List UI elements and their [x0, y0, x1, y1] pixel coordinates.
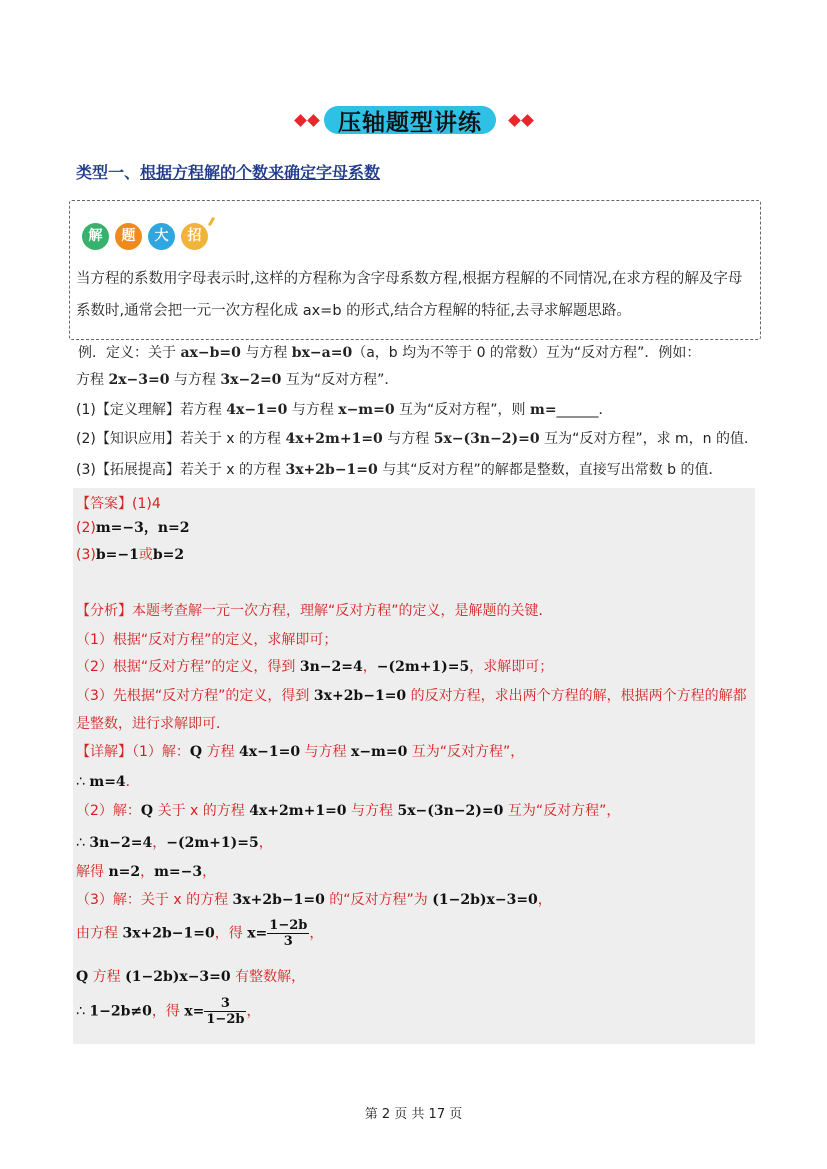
text: 的“反对方程”为	[324, 892, 433, 908]
text: 与方程	[346, 803, 398, 819]
equation: 2x−3=0	[108, 372, 170, 388]
text: 或	[138, 547, 153, 563]
equation: 3x−2=0	[220, 372, 282, 388]
page-footer: 第 2 页 共 17 页	[364, 1107, 463, 1122]
text: （3）先根据“反对方程”的定义，得到	[76, 688, 314, 704]
badge-icon: 招	[181, 223, 208, 250]
equation: x−m=0	[338, 402, 395, 418]
therefore-symbol: ∴	[76, 835, 85, 851]
text: (3)	[76, 547, 96, 563]
question-2	[76, 429, 758, 449]
analysis-1: （1）根据“反对方程”的定义，求解即可；	[76, 632, 338, 648]
fraction	[267, 918, 309, 949]
tip-box	[69, 200, 761, 340]
detail-3	[76, 890, 552, 910]
tip-text	[76, 263, 756, 327]
equation: (1−2b)x−3=0	[432, 892, 538, 908]
equation: b=−1	[95, 547, 139, 563]
because-symbol: Q	[76, 969, 89, 985]
denominator: 3	[283, 934, 293, 949]
equation: 3x+2b−1=0	[122, 925, 215, 942]
detail-1	[76, 742, 524, 762]
detail-3-integer	[76, 967, 305, 987]
equation: x=	[184, 1003, 205, 1020]
text: 与方程	[240, 345, 292, 361]
heading-prefix: 类型一、	[76, 163, 141, 182]
text: 互为“反对方程”，求 m，n 的值．	[539, 431, 759, 447]
diamond-icon	[508, 114, 521, 127]
answer-tag: 【答案】	[76, 496, 132, 512]
equation: m=4	[89, 774, 126, 790]
detail-3-result	[76, 996, 260, 1027]
therefore-symbol: ∴	[76, 1003, 85, 1020]
text: 方程	[88, 969, 126, 985]
text: ，	[140, 864, 155, 880]
equation: x−m=0	[350, 744, 408, 760]
equation: 3x+2b−1=0	[232, 892, 325, 908]
equation: 4x+2m+1=0	[249, 803, 347, 819]
equation: 3n−2=4	[89, 835, 153, 851]
example-line-2	[76, 370, 398, 390]
answer-3	[76, 545, 184, 565]
text: ，求解即可；	[469, 659, 554, 675]
tip-line: 系数时,通常会把一元一次方程化成 ax=b 的形式,结合方程解的特征,去寻求解题思路。	[76, 303, 631, 319]
text: ，	[152, 835, 167, 851]
text: (1)4	[132, 496, 161, 512]
text: 与方程	[382, 431, 434, 447]
text: (2)	[76, 520, 96, 536]
analysis-intro: 【分析】本题考查解一元一次方程，理解“反对方程”的定义，是解题的关键．	[76, 603, 553, 619]
badge-icon: 题	[115, 223, 142, 250]
text: ，得	[214, 925, 248, 942]
text: 由方程	[76, 925, 123, 942]
diamond-icon	[521, 114, 534, 127]
numerator: 1−2b	[269, 918, 308, 933]
text: (3)【拓展提高】若关于 x 的方程	[76, 462, 286, 478]
equation: 3x+2b−1=0	[285, 462, 378, 478]
text: 与方程	[169, 372, 221, 388]
analysis-2	[76, 657, 553, 677]
text: (1)【定义理解】若方程	[76, 402, 227, 418]
detail-tag: 【详解】	[76, 744, 132, 760]
text: ．	[598, 402, 613, 418]
text: 例．定义：关于	[78, 345, 181, 361]
answer-panel	[73, 488, 755, 1044]
text: 互为“反对方程”，	[503, 803, 621, 819]
text: 与方程	[300, 744, 351, 760]
equation: 3n−2=4	[299, 659, 363, 675]
text: 互为“反对方程”，则	[394, 402, 530, 418]
text: (2)【知识应用】若关于 x 的方程	[76, 431, 286, 447]
text: 关于 x 的方程	[153, 803, 250, 819]
text: ，	[202, 864, 217, 880]
equation: n=2	[108, 864, 141, 880]
fraction	[204, 996, 246, 1027]
text: （2）解：	[76, 803, 141, 819]
text: ，得	[151, 1003, 185, 1020]
equation: 4x−1=0	[226, 402, 288, 418]
text: ，	[258, 835, 273, 851]
text: 方程	[202, 744, 240, 760]
badge-icon: 大	[148, 223, 175, 250]
equation: 1−2b≠0	[89, 1003, 152, 1020]
equation: m=−3，n=2	[95, 520, 190, 536]
equation: 4x−1=0	[239, 744, 301, 760]
diamond-icon	[307, 114, 320, 127]
text: （3）解：关于 x 的方程	[76, 892, 233, 908]
text: （2）根据“反对方程”的定义，得到	[76, 659, 300, 675]
analysis-3	[76, 686, 747, 706]
text: ．	[125, 774, 140, 790]
text: 有整数解，	[230, 969, 306, 985]
denominator: 1−2b	[206, 1012, 245, 1027]
equation: x=	[247, 925, 268, 942]
because-symbol: Q	[140, 803, 154, 819]
text: 解得	[76, 864, 109, 880]
therefore-symbol: ∴	[76, 774, 85, 790]
text: 与其“反对方程”的解都是整数，直接写出常数 b 的值．	[377, 462, 723, 478]
detail-2-solve	[76, 862, 216, 882]
banner-title: 压轴题型讲练	[338, 110, 482, 136]
equation: −(2m+1)=5	[166, 835, 259, 851]
text: 方程	[76, 372, 109, 388]
equation: −(2m+1)=5	[376, 659, 470, 675]
text: 与方程	[287, 402, 339, 418]
text: ，	[309, 925, 324, 942]
text: ，	[246, 1003, 261, 1020]
question-1	[76, 400, 613, 420]
text: 互为“反对方程”，	[407, 744, 525, 760]
answer-2	[76, 518, 190, 538]
numerator: 3	[204, 996, 246, 1012]
diamond-icon	[294, 114, 307, 127]
equation: ax−b=0	[180, 345, 241, 361]
equation: m=−3	[154, 864, 203, 880]
detail-3-solve-x	[76, 918, 323, 949]
heading-title: 根据方程解的个数来确定字母系数	[140, 163, 381, 182]
equation: 5x−(3n−2)=0	[397, 803, 504, 819]
text: （1）解：	[132, 744, 190, 760]
section-heading	[76, 160, 380, 183]
answer-1	[76, 494, 161, 514]
equation: 3x+2b−1=0	[313, 688, 407, 704]
example-line-1	[78, 343, 700, 363]
detail-2-result	[76, 833, 273, 853]
text: 的反对方程，求出两个方程的解，根据两个方程的解都	[406, 688, 747, 704]
because-symbol: Q	[189, 744, 203, 760]
badge-icon: 解	[82, 223, 109, 250]
answer-blank: ______	[556, 402, 599, 418]
analysis-3-cont: 是整数，进行求解即可．	[76, 716, 230, 732]
section-banner	[290, 100, 540, 140]
question-3	[76, 460, 723, 480]
equation: m=	[530, 402, 557, 418]
sparkle-icon	[208, 217, 215, 226]
detail-1-result	[76, 772, 140, 792]
equation: bx−a=0	[291, 345, 353, 361]
equation: (1−2b)x−3=0	[125, 969, 231, 985]
equation: 4x+2m+1=0	[285, 431, 383, 447]
tip-line: 当方程的系数用字母表示时,这样的方程称为含字母系数方程,根据方程解的不同情况,在求方程的解及字母	[76, 271, 743, 287]
text: 互为“反对方程”．	[281, 372, 399, 388]
equation: 5x−(3n−2)=0	[433, 431, 540, 447]
text: （a，b 均为不等于 0 的常数）互为“反对方程”．例如：	[352, 345, 701, 361]
equation: b=2	[152, 547, 185, 563]
text: ，	[537, 892, 552, 908]
text: ，	[362, 659, 377, 675]
detail-2	[76, 801, 620, 821]
